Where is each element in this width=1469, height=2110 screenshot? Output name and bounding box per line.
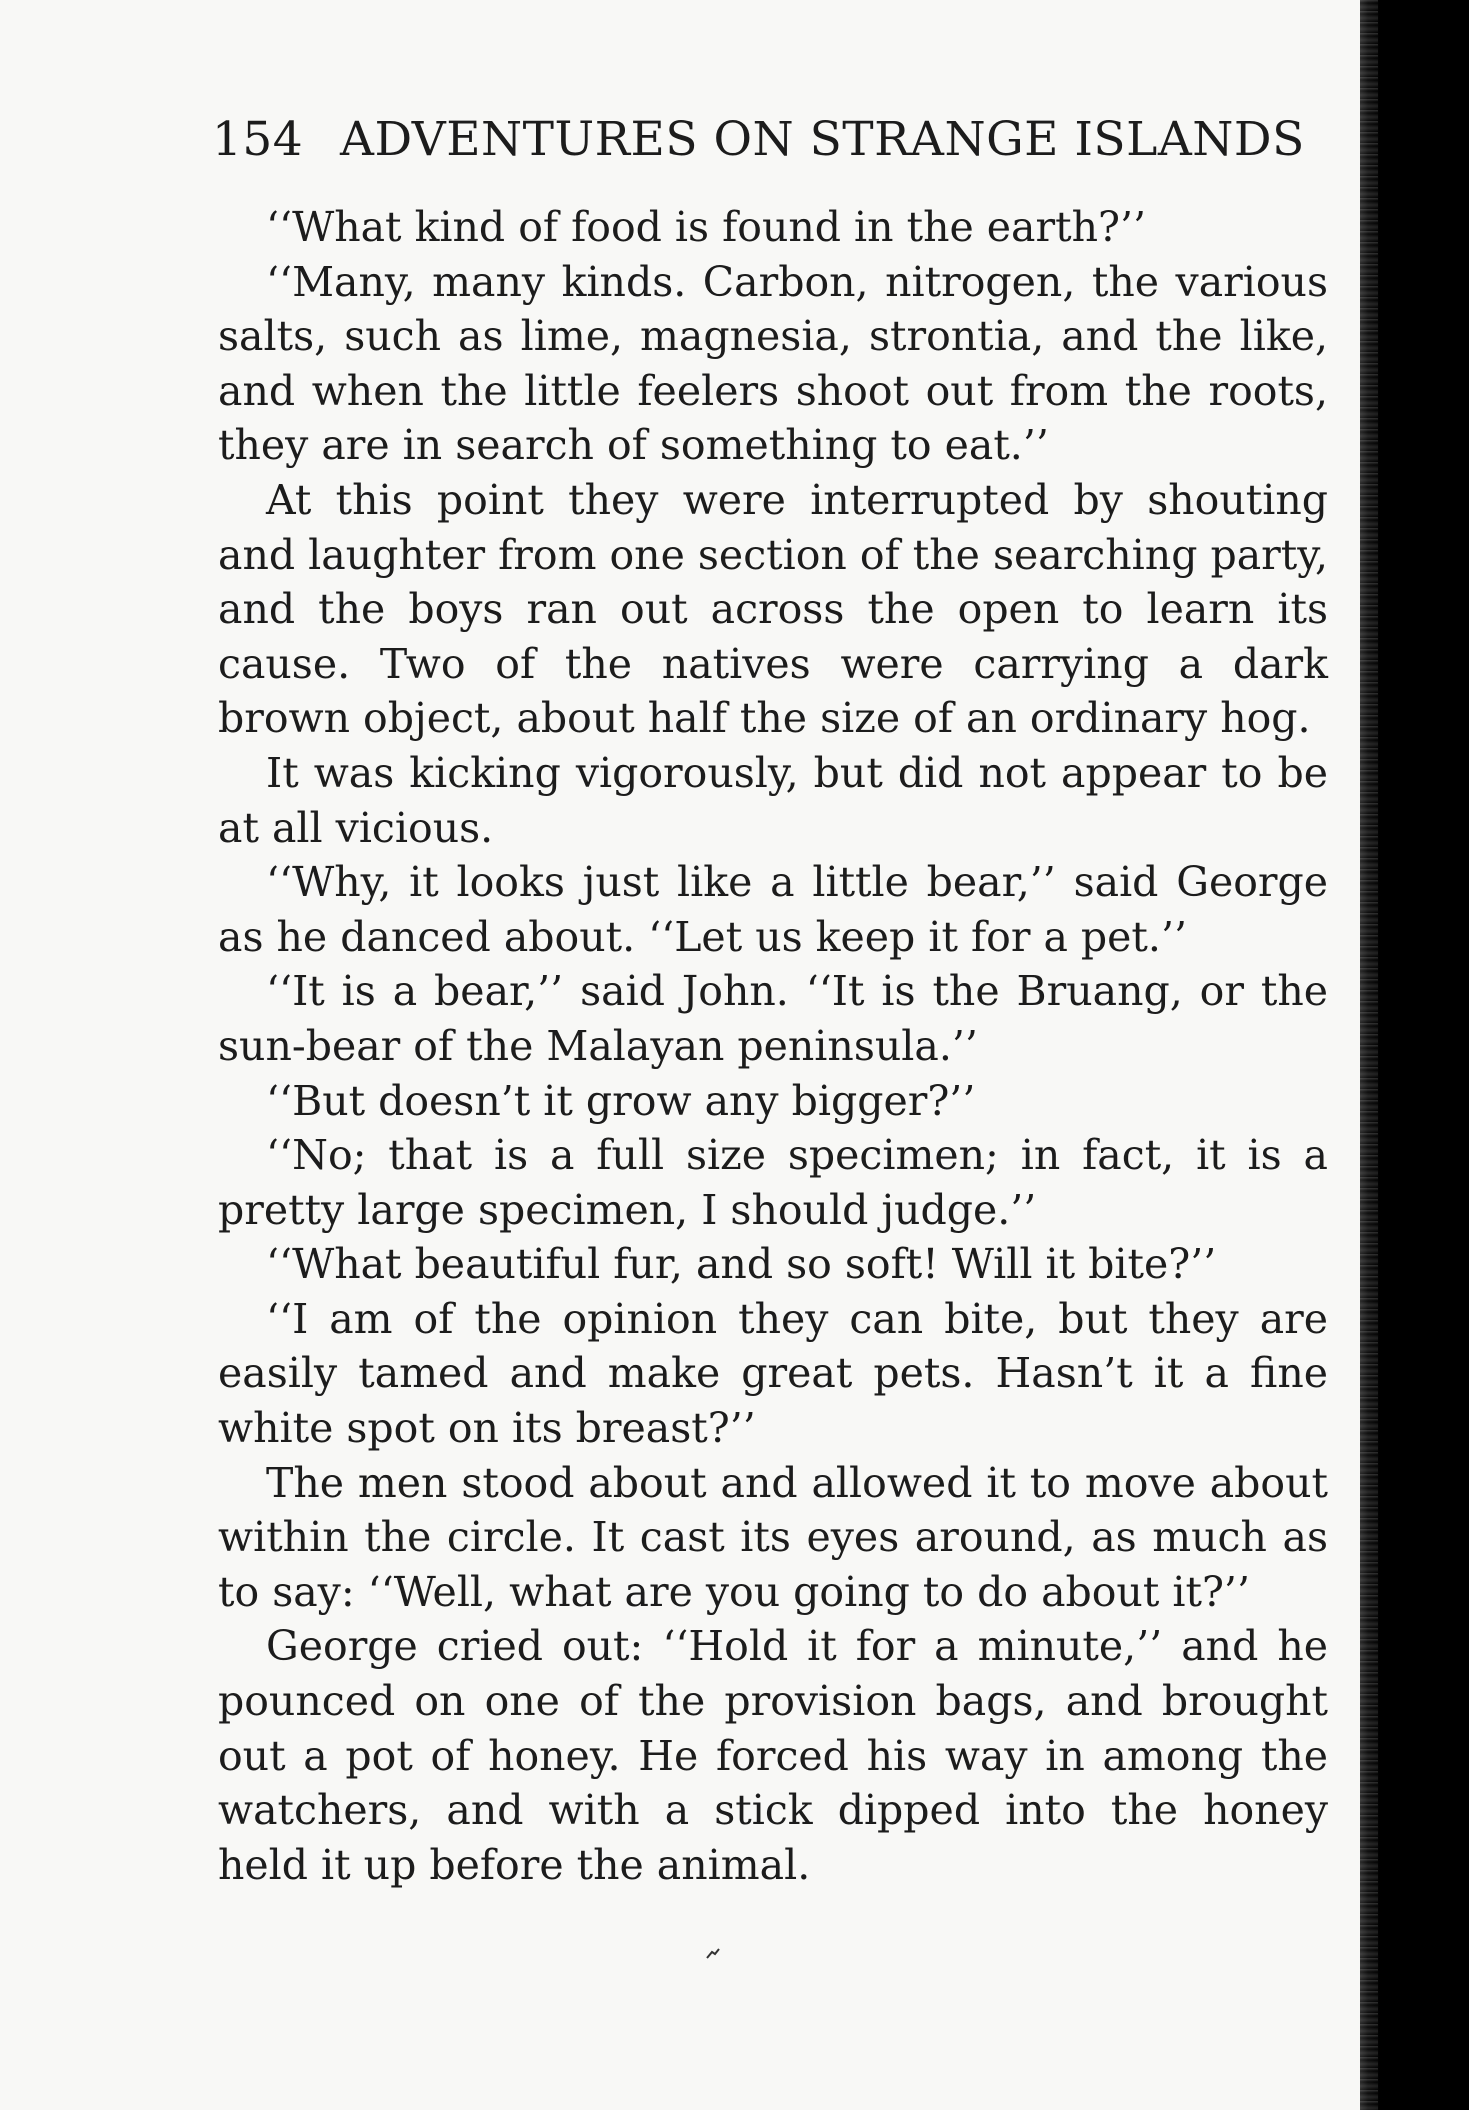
scan-edge-shadow	[1360, 0, 1469, 2110]
paragraph: ‘‘Many, many kinds. Carbon, nitrogen, the various salts, such as lime, magnesia, strontia, and the like, and when the little feelers shoot out from the roots, they are in search of something to eat.’’	[218, 257, 1328, 470]
page-number: 154	[212, 112, 304, 167]
running-title: ADVENTURES ON STRANGE ISLANDS	[340, 112, 1305, 167]
paragraph: ‘‘But doesn’t it grow any bigger?’’	[266, 1076, 976, 1125]
paragraph: It was kicking vigorously, but did not appear to be at all vicious.	[218, 748, 1328, 852]
paragraph: ‘‘I am of the opinion they can bite, but they are easily tamed and make great pets. Hasn’t it a fine white spot on its breast?’’	[218, 1294, 1328, 1453]
paragraph: ‘‘It is a bear,’’ said John. ‘‘It is the Bruang, or the sun-bear of the Malayan peninsula.’’	[218, 967, 1328, 1070]
ink-mark-icon	[706, 1948, 720, 1960]
paragraph: George cried out: ‘‘Hold it for a minute,’’ and he pounced on one of the provision bags, and brought out a pot of honey. He forced his way in among the watchers, and with a stick dipped into the honey held it up before the animal.	[218, 1622, 1328, 1889]
paragraph: ‘‘What beautiful fur, and so soft! Will it bite?’’	[266, 1240, 1217, 1289]
paragraph: ‘‘No; that is a full size specimen; in fact, it is a pretty large specimen, I should judge.’’	[218, 1131, 1328, 1234]
print-speck	[706, 1944, 720, 1965]
paragraph: ‘‘Why, it looks just like a little bear,’’ said George as he danced about. ‘‘Let us keep it for a pet.’’	[218, 858, 1328, 961]
paragraph: The men stood about and allowed it to move about within the circle. It cast its eyes around, as much as to say: ‘‘Well, what are you going to do about it?’’	[218, 1458, 1328, 1616]
body-text	[218, 200, 1328, 1892]
paragraph: ‘‘What kind of food is found in the earth?’’	[266, 203, 1147, 251]
page-header	[212, 112, 1305, 172]
paragraph: At this point they were interrupted by shouting and laughter from one section of the searching party, and the boys ran out across the open to learn its cause. Two of the natives were carrying a dark brown object, about half the size of an ordinary hog.	[218, 475, 1328, 743]
